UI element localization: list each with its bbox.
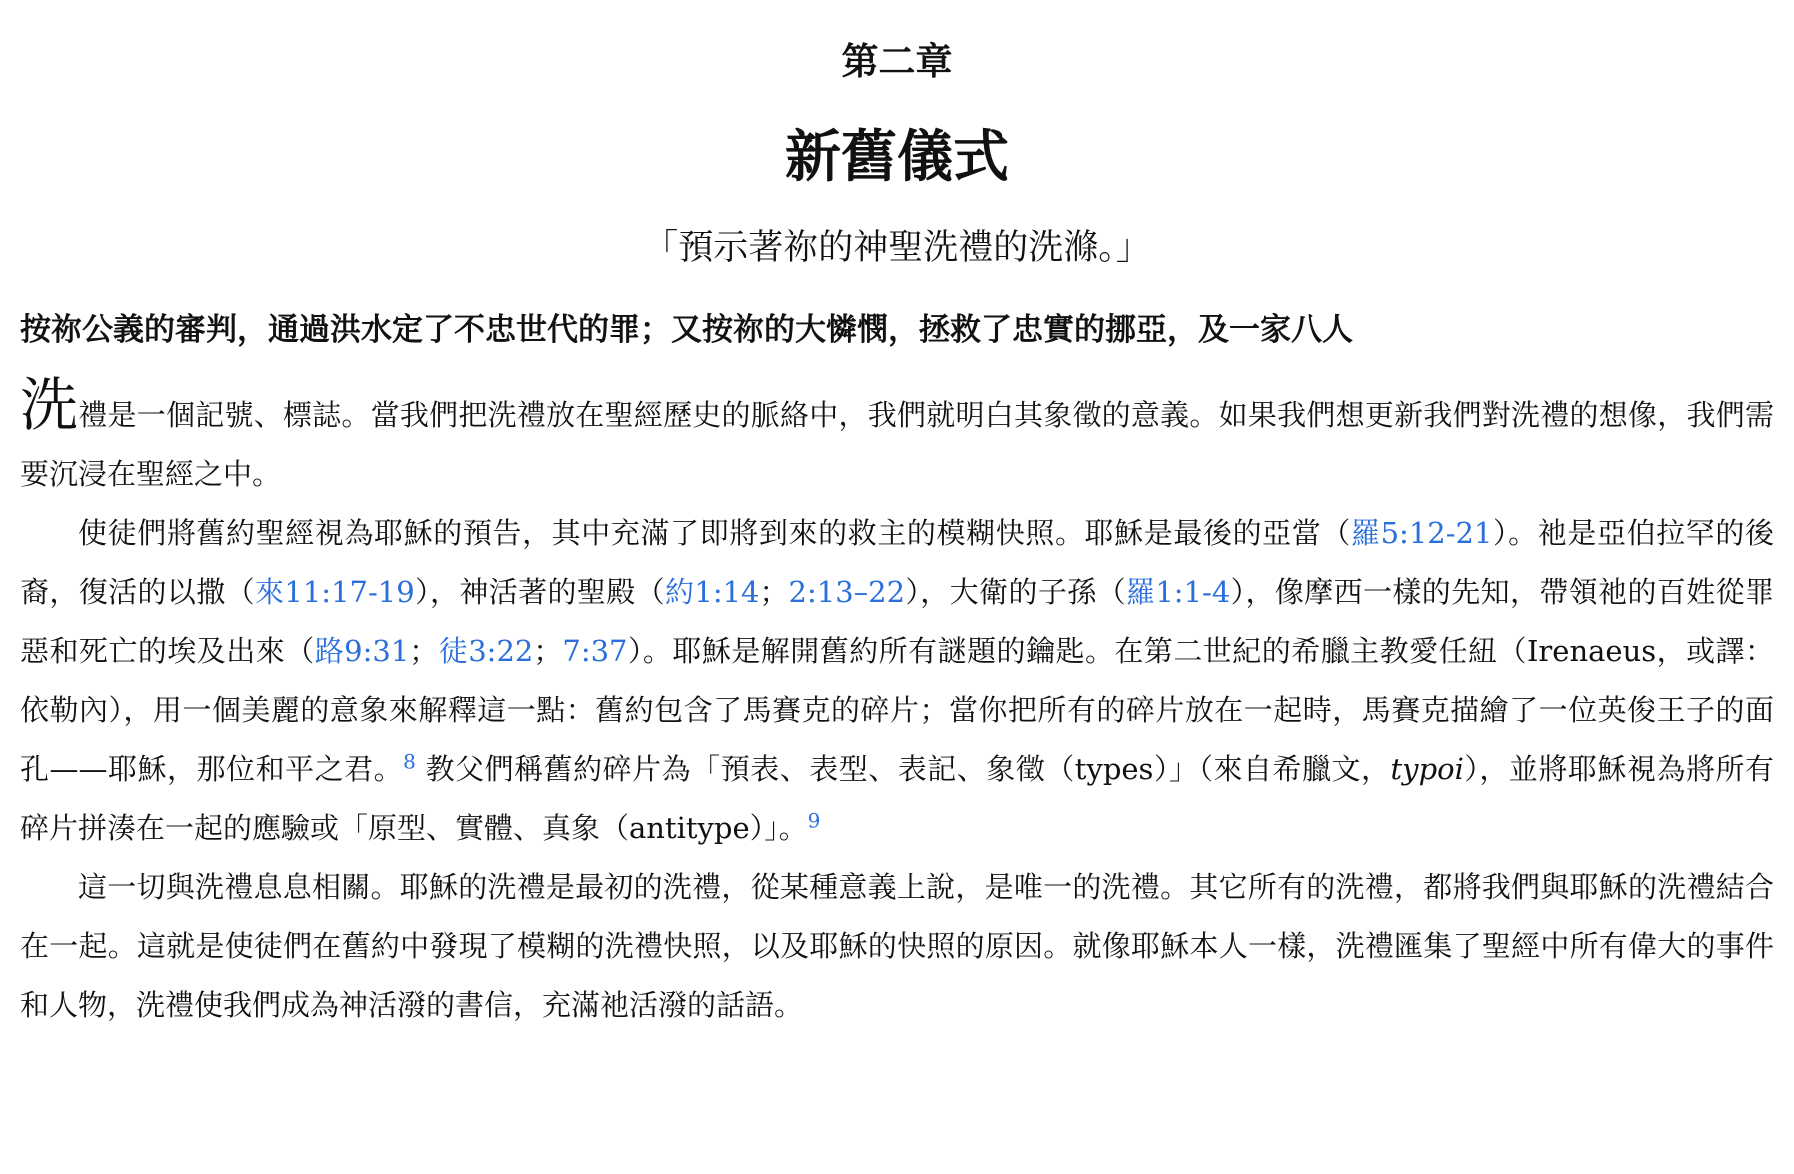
text-segment: ），像摩西一樣的先知，帶領祂的百姓從罪惡和死亡的埃及出來（ (20, 575, 1774, 668)
paragraph-1-text: 禮是一個記號、標誌。當我們把洗禮放在聖經歷史的脈絡中，我們就明白其象徵的意義。如果我們想更新我們對洗禮的想像，我們需要沉浸在聖經之中。 (20, 398, 1774, 491)
scripture-ref-link[interactable]: 來11:17-19 (255, 575, 415, 609)
scripture-ref-link[interactable]: 2:13–22 (788, 575, 906, 609)
italic-term: typoi (1390, 752, 1464, 786)
text-segment: ； (759, 575, 789, 609)
chapter-title: 新舊儀式 (785, 125, 1009, 190)
paragraph-1 (20, 371, 1774, 504)
scripture-ref-link[interactable]: 羅5:12-21 (1351, 516, 1493, 550)
chapter-label: 第二章 (841, 40, 953, 83)
scripture-ref-link[interactable]: 路9:31 (314, 634, 410, 668)
scripture-ref-link[interactable]: 約1:14 (664, 575, 760, 609)
text-segment: ； (409, 634, 439, 668)
drop-cap: 洗 (20, 371, 79, 439)
scripture-ref-link[interactable]: 羅1:1-4 (1125, 575, 1231, 609)
paragraph-3: 這一切與洗禮息息相關。耶穌的洗禮是最初的洗禮，從某種意義上說，是唯一的洗禮。其它所有的洗禮，都將我們與耶穌的洗禮結合在一起。這就是使徒們在舊約中發現了模糊的洗禮快照，以及耶穌的快照的原因。就像耶穌本人一樣，洗禮匯集了聖經中所有偉大的事件和人物，洗禮使我們成為神活潑的書信，充滿祂活潑的話語。 (20, 870, 1774, 1022)
paragraph-2 (20, 504, 1774, 858)
scripture-ref-link[interactable]: 7:37 (562, 634, 628, 668)
text-segment: ）。耶穌是解開舊約所有謎題的鑰匙。在第二世紀的希臘主教愛任紐（Irenaeus，或譯：依勒內），用一個美麗的意象來解釋這一點：舊約包含了馬賽克的碎片；當你把所有的碎片放在一起時，馬賽克描繪了一位英俊王子的面孔——耶穌，那位和平之君。 (20, 634, 1774, 786)
text-segment: 教父們稱舊約碎片為「預表、表型、表記、象徵（types）」（來自希臘文， (415, 752, 1391, 786)
epigraph: 「預示著祢的神聖洗禮的洗滌。」 (643, 228, 1151, 268)
text-segment: ； (533, 634, 563, 668)
section-heading: 按祢公義的審判，通過洪水定了不忠世代的罪；又按祢的大憐憫，拯救了忠實的挪亞，及一家八人 (20, 312, 1353, 348)
text-segment: ），神活著的聖殿（ (414, 575, 665, 609)
footnote-link[interactable]: 9 (807, 808, 821, 833)
text-segment: ），並將耶穌視為將所有碎片拼湊在一起的應驗或「原型、實體、真象（antitype）」。 (20, 752, 1774, 845)
text-segment: ），大衛的子孫（ (905, 575, 1126, 609)
footnote-link[interactable]: 8 (403, 749, 416, 774)
text-segment: ）。祂是亞伯拉罕的後裔，復活的以撒（ (20, 516, 1774, 609)
scripture-ref-link[interactable]: 徒3:22 (438, 634, 534, 668)
text-segment: 使徒們將舊約聖經視為耶穌的預告，其中充滿了即將到來的救主的模糊快照。耶穌是最後的亞當（ (78, 516, 1351, 550)
